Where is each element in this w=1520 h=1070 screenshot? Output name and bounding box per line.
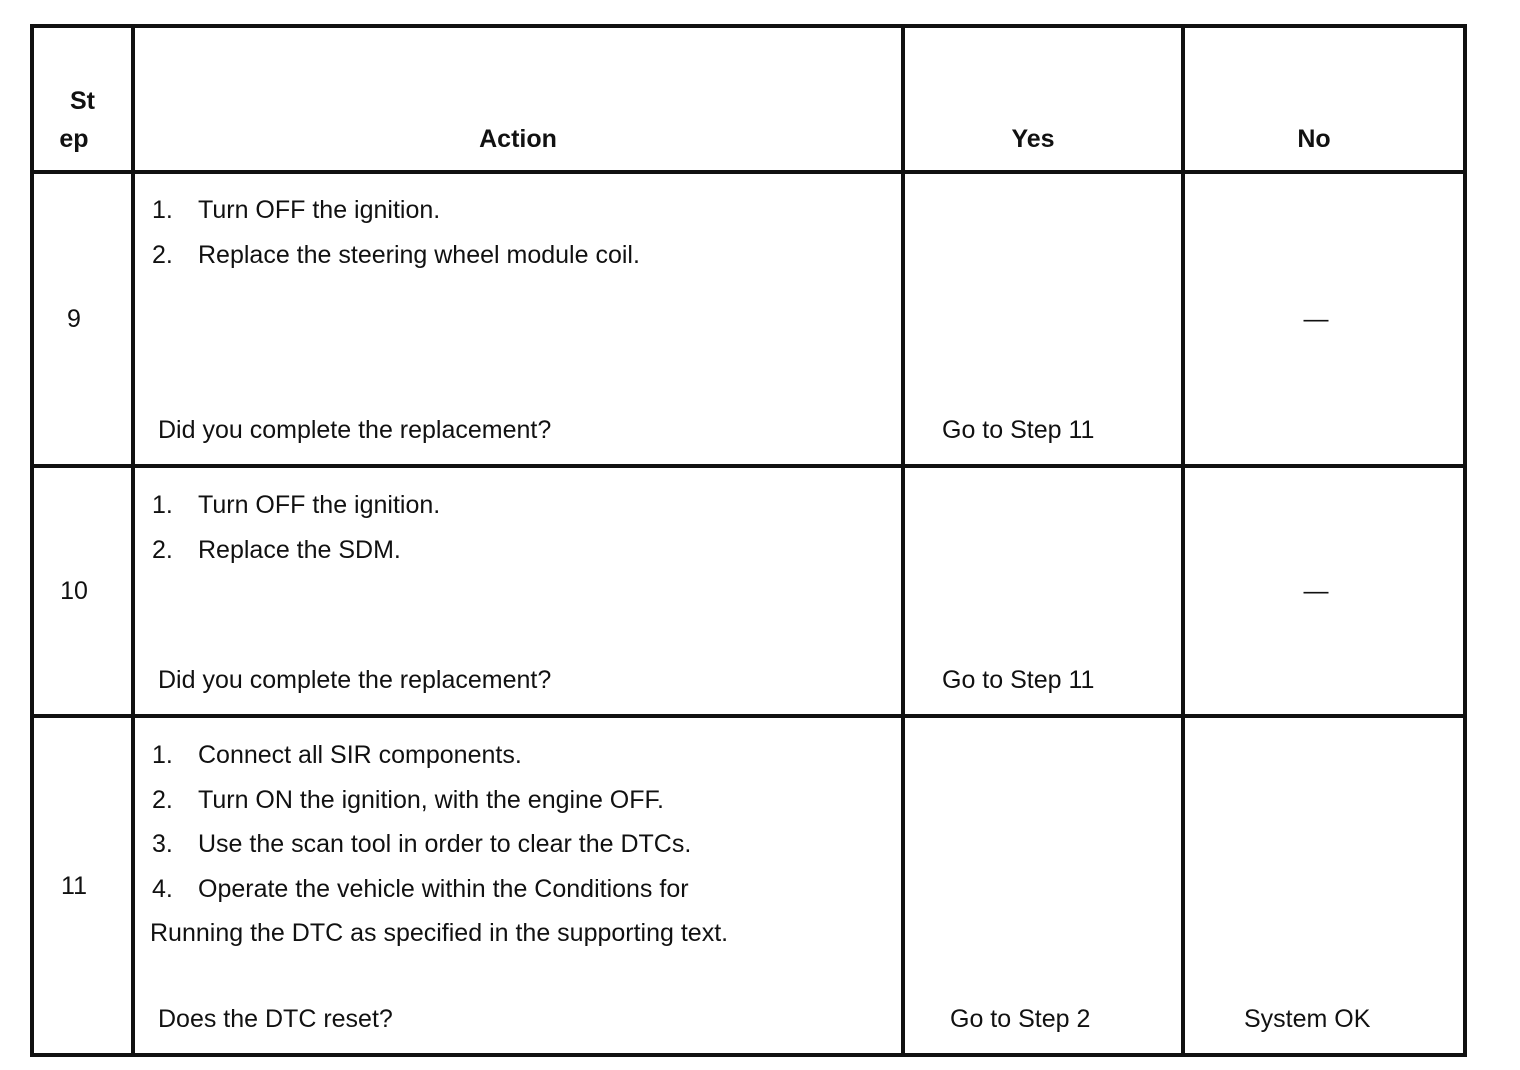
header-action: Action [479, 125, 557, 153]
step-number: 9 [67, 305, 81, 333]
header-step-line2: ep [59, 125, 89, 153]
yes-result: Go to Step 11 [942, 666, 1095, 694]
action-question: Did you complete the replacement? [158, 666, 552, 694]
table-border-bottom [30, 1053, 1467, 1057]
yes-result: Go to Step 2 [950, 1005, 1091, 1033]
action-question: Did you complete the replacement? [158, 416, 552, 444]
no-result: System OK [1244, 1005, 1371, 1033]
action-step-text: Connect all SIR components. [198, 741, 522, 769]
list-number: 2. [152, 241, 173, 269]
header-no: No [1297, 125, 1331, 153]
step-number: 10 [60, 577, 88, 605]
table-border-top [30, 24, 1467, 28]
header-divider [30, 170, 1467, 174]
list-number: 2. [152, 786, 173, 814]
column-divider [131, 24, 135, 1057]
header-yes: Yes [1011, 125, 1055, 153]
row-divider [30, 714, 1467, 718]
action-step-text: Turn OFF the ignition. [198, 491, 441, 519]
action-step-text: Turn ON the ignition, with the engine OFF. [198, 786, 664, 814]
header-step-line1: St [70, 87, 95, 115]
action-question: Does the DTC reset? [158, 1005, 393, 1033]
action-step-text: Replace the steering wheel module coil. [198, 241, 640, 269]
list-number: 2. [152, 536, 173, 564]
table-border-right [1463, 24, 1467, 1057]
action-step-text: Replace the SDM. [198, 536, 401, 564]
list-number: 4. [152, 875, 173, 903]
list-number: 3. [152, 830, 173, 858]
column-divider [901, 24, 905, 1057]
list-number: 1. [152, 491, 173, 519]
action-step-text: Operate the vehicle within the Conditions for [198, 875, 689, 903]
table-border-left [30, 24, 34, 1057]
action-step-text: Turn OFF the ignition. [198, 196, 441, 224]
list-number: 1. [152, 196, 173, 224]
step-number: 11 [61, 872, 87, 900]
no-result: — [1303, 305, 1329, 333]
column-divider [1181, 24, 1185, 1057]
yes-result: Go to Step 11 [942, 416, 1095, 444]
action-continuation: Running the DTC as specified in the supporting text. [150, 919, 729, 947]
row-divider [30, 464, 1467, 468]
no-result: — [1303, 577, 1329, 605]
action-step-text: Use the scan tool in order to clear the DTCs. [198, 830, 692, 858]
list-number: 1. [152, 741, 173, 769]
